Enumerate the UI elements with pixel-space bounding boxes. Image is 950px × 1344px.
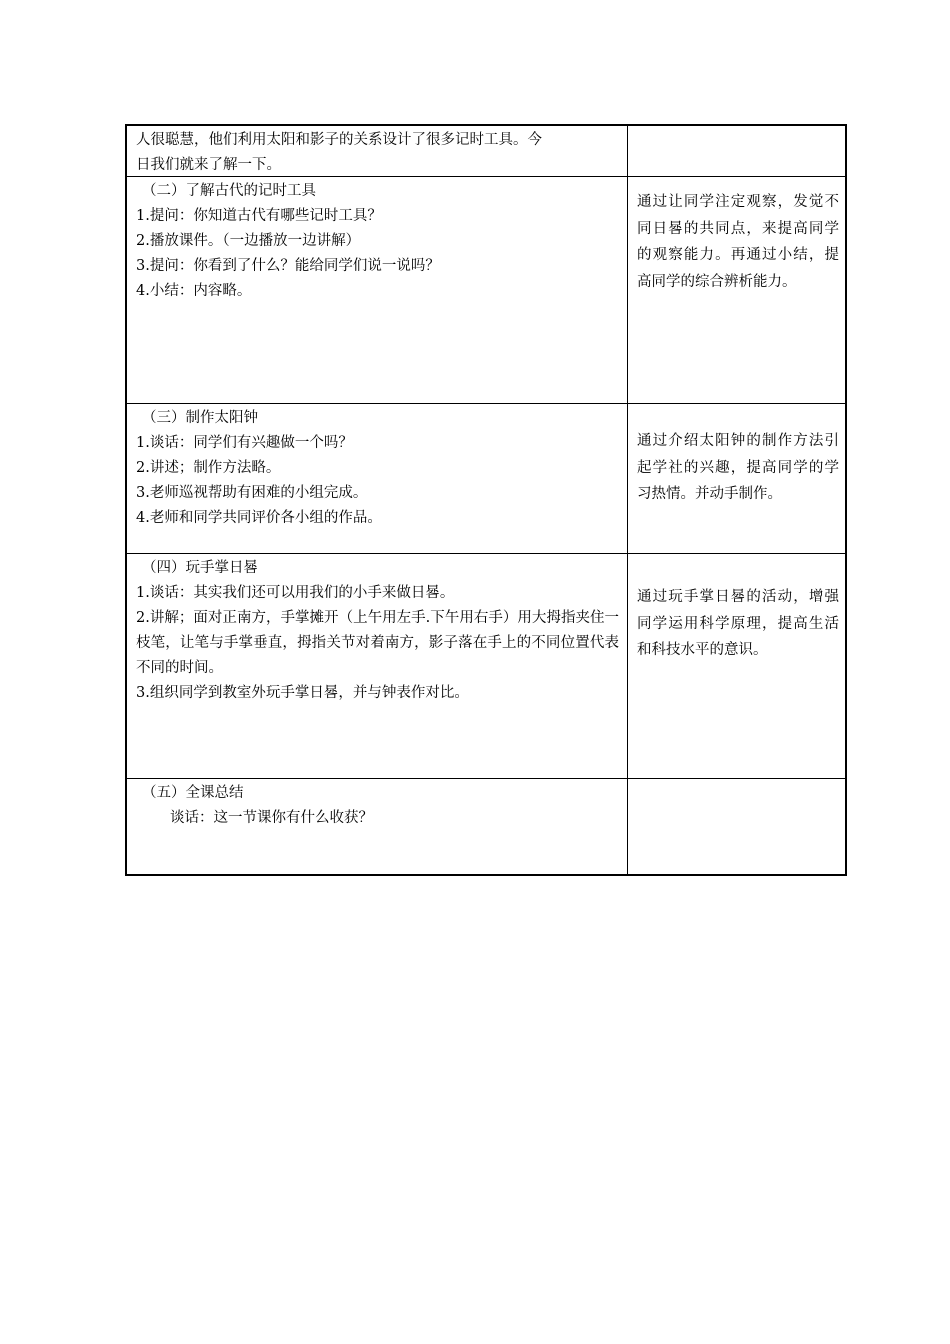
intent-cell: 通过玩手掌日晷的活动，增强同学运用科学原理，提高生活和科技水平的意识。 [637, 589, 839, 658]
text-line: 人很聪慧，他们利用太阳和影子的关系设计了很多记时工具。今 [136, 132, 542, 148]
section-heading: （四）玩手掌日晷 [142, 560, 258, 576]
intent-cell [628, 126, 845, 176]
section-heading: （五）全课总结 [142, 785, 244, 801]
section-heading: （三）制作太阳钟 [142, 410, 258, 426]
list-item: 1.谈话：同学们有兴趣做一个吗？ [136, 435, 353, 451]
table-row [127, 778, 845, 874]
intent-cell: 通过让同学注定观察，发觉不同日晷的共同点，来提高同学的观察能力。再通过小结，提高同学的综合辨析能力。 [637, 194, 839, 290]
list-item: 3.老师巡视帮助有困难的小组完成。 [136, 485, 368, 501]
lesson-plan-table [125, 124, 847, 876]
table-row [127, 403, 845, 553]
table-row [127, 176, 845, 403]
list-item: 1.谈话：其实我们还可以用我们的小手来做日晷。 [136, 585, 455, 601]
list-item: 2.讲解；面对正南方，手掌摊开（上午用左手.下午用右手）用大拇指夹住一枝笔，让笔与手掌垂直，拇指关节对着南方，影子落在手上的不同位置代表不同的时间。 [136, 610, 619, 676]
list-item: 2.播放课件。（一边播放一边讲解） [136, 233, 361, 249]
list-item: 3.组织同学到教室外玩手掌日晷，并与钟表作对比。 [136, 685, 469, 701]
process-cell [127, 779, 628, 874]
list-item: 4.小结：内容略。 [136, 283, 252, 299]
list-item: 4.老师和同学共同评价各小组的作品。 [136, 510, 382, 526]
list-item: 3.提问：你看到了什么？能给同学们说一说吗？ [136, 258, 440, 274]
list-item: 2.讲述；制作方法略。 [136, 460, 281, 476]
intent-cell: 通过介绍太阳钟的制作方法引起学社的兴趣，提高同学的学习热情。并动手制作。 [637, 433, 839, 502]
list-item: 谈话：这一节课你有什么收获？ [170, 810, 373, 826]
list-item: 1.提问：你知道古代有哪些记时工具？ [136, 208, 382, 224]
table-row [127, 126, 845, 176]
table-row [127, 553, 845, 778]
process-cell [127, 554, 628, 778]
process-cell [127, 404, 628, 553]
intent-cell [628, 779, 845, 874]
text-line: 日我们就来了解一下。 [136, 157, 281, 173]
process-cell [127, 126, 628, 176]
section-heading: （二）了解古代的记时工具 [142, 183, 316, 199]
process-cell [127, 177, 628, 403]
